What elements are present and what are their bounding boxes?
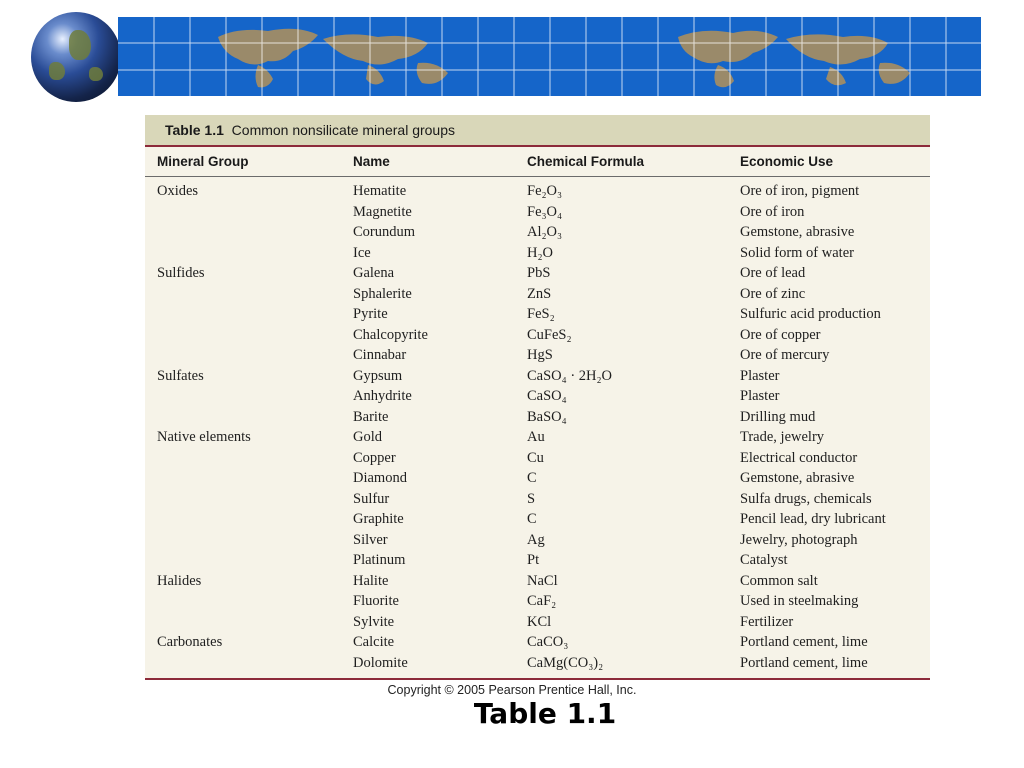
economic-use-cell: Ore of lead [740,265,806,281]
formula-cell: CaF₂ [527,593,557,609]
formula-cell: NaCl [527,572,558,589]
table-title-text: Common nonsilicate mineral groups [231,122,455,138]
table-row [145,347,930,368]
formula-cell: Cu [527,449,544,466]
table-row [145,286,930,307]
name-cell: Fluorite [353,593,399,609]
formula-cell: Fe₂O₃ [527,183,563,199]
economic-use-cell: Portland cement, lime [740,654,868,671]
economic-use-cell: Sulfa drugs, chemicals [740,490,872,507]
economic-use-cell: Trade, jewelry [740,429,825,445]
name-cell: Ice [353,244,371,261]
name-cell: Graphite [353,511,404,527]
name-cell: Sulfur [353,490,390,507]
table-header-row [145,147,930,177]
table-row [145,429,930,450]
name-cell: Halite [353,572,389,589]
name-cell: Galena [353,265,395,281]
table-bottom-rule [145,678,930,680]
table-row [145,245,930,266]
table-row [145,368,930,389]
formula-cell: CuFeS₂ [527,326,572,343]
name-cell: Magnetite [353,203,412,220]
table-row [145,224,930,245]
name-cell: Dolomite [353,654,408,671]
name-cell: Sphalerite [353,285,412,302]
table-row [145,183,930,204]
table-row [145,306,930,327]
mineral-group-cell: Carbonates [157,634,223,650]
formula-cell: C [527,511,537,527]
economic-use-cell: Plaster [740,388,780,404]
table-row [145,573,930,594]
mineral-group-cell: Native elements [157,429,251,445]
formula-cell: C [527,470,537,486]
formula-cell: H₂O [527,244,553,261]
header-mineral-group: Mineral Group [157,154,249,169]
world-map-banner [118,17,981,96]
table-body [145,183,930,675]
header-economic-use: Economic Use [740,154,834,169]
formula-cell: Fe₃O₄ [527,203,563,220]
table-row [145,655,930,676]
formula-cell: Al₂O₃ [527,224,563,240]
name-cell: Diamond [353,470,407,486]
economic-use-cell: Catalyst [740,552,788,568]
name-cell: Calcite [353,634,395,650]
table-number: Table 1.1 [165,122,224,138]
economic-use-cell: Gemstone, abrasive [740,470,855,486]
table-row [145,532,930,553]
formula-cell: HgS [527,347,553,363]
header-name: Name [353,154,390,169]
name-cell: Chalcopyrite [353,326,428,343]
mineral-group-cell: Halides [157,572,202,589]
table-row [145,204,930,225]
table-row [145,327,930,348]
mineral-group-cell: Sulfides [157,265,205,281]
formula-cell: CaCO₃ [527,634,569,650]
table-row [145,614,930,635]
name-cell: Sylvite [353,613,395,630]
table-row [145,593,930,614]
table-title [165,122,455,138]
economic-use-cell: Ore of iron [740,203,805,220]
formula-cell: Pt [527,552,540,568]
table-title-bar [145,115,930,147]
formula-cell: ZnS [527,285,552,302]
name-cell: Cinnabar [353,347,407,363]
formula-cell: Au [527,429,545,445]
name-cell: Copper [353,449,396,466]
formula-cell: CaMg(CO₃)₂ [527,654,604,671]
table-row [145,388,930,409]
formula-cell: BaSO₄ [527,408,567,425]
formula-cell: CaSO₄ · 2H₂O [527,367,613,384]
header-chemical-formula: Chemical Formula [527,154,645,169]
economic-use-cell: Sulfuric acid production [740,306,881,322]
economic-use-cell: Common salt [740,572,818,589]
name-cell: Gypsum [353,367,403,384]
table-row [145,470,930,491]
name-cell: Corundum [353,224,416,240]
economic-use-cell: Gemstone, abrasive [740,224,855,240]
copyright-text: Copyright © 2005 Pearson Prentice Hall, Inc. [387,683,637,697]
mineral-group-cell: Oxides [157,183,199,199]
formula-cell: S [527,490,536,507]
table-row [145,265,930,286]
economic-use-cell: Ore of zinc [740,285,806,302]
economic-use-cell: Ore of iron, pigment [740,183,860,199]
table-row [145,552,930,573]
economic-use-cell: Portland cement, lime [740,634,868,650]
economic-use-cell: Solid form of water [740,244,854,261]
globe-image [31,12,121,102]
formula-cell: FeS₂ [527,306,555,322]
economic-use-cell: Used in steelmaking [740,593,859,609]
economic-use-cell: Drilling mud [740,408,816,425]
economic-use-cell: Pencil lead, dry lubricant [740,511,886,527]
name-cell: Barite [353,408,389,425]
name-cell: Pyrite [353,306,388,322]
formula-cell: CaSO₄ [527,388,567,404]
formula-cell: PbS [527,265,551,281]
table-row [145,409,930,430]
name-cell: Hematite [353,183,407,199]
name-cell: Anhydrite [353,388,412,404]
economic-use-cell: Ore of copper [740,326,821,343]
slide-caption: Table 1.1 [473,697,617,730]
formula-cell: KCl [527,613,552,630]
economic-use-cell: Ore of mercury [740,347,830,363]
mineral-table-panel [145,115,930,680]
economic-use-cell: Jewelry, photograph [740,531,858,548]
table-row [145,634,930,655]
mineral-group-cell: Sulfates [157,367,204,384]
name-cell: Platinum [353,552,406,568]
name-cell: Silver [353,531,388,548]
table-row [145,450,930,471]
name-cell: Gold [353,429,382,445]
table-row [145,511,930,532]
economic-use-cell: Electrical conductor [740,449,858,466]
economic-use-cell: Fertilizer [740,613,794,630]
economic-use-cell: Plaster [740,367,780,384]
table-row [145,491,930,512]
formula-cell: Ag [527,531,545,548]
